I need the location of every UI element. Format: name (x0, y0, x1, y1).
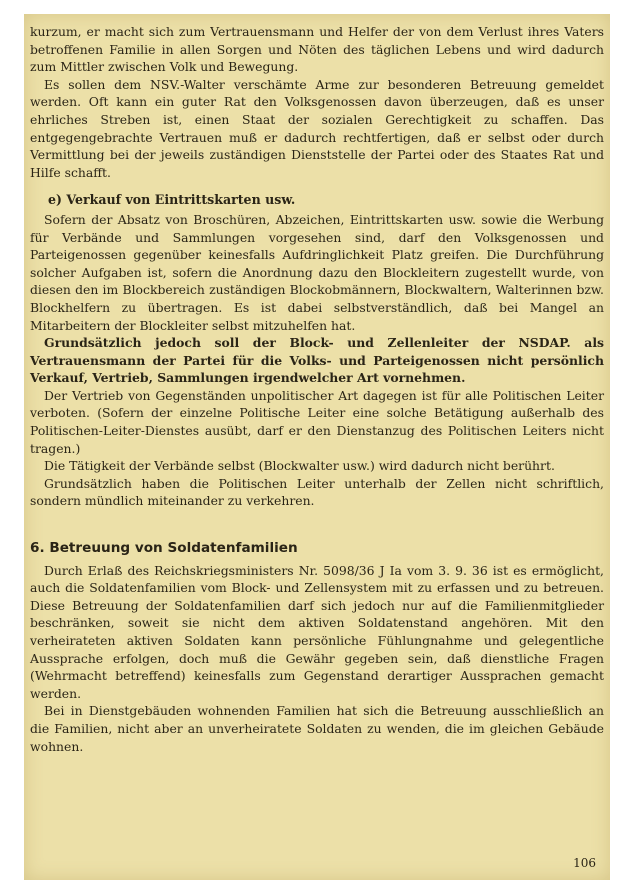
paragraph: Die Tätigkeit der Verbände selbst (Blockwalter usw.) wird dadurch nicht berührt. (44, 458, 555, 474)
paragraph: Durch Erlaß des Reichskriegsministers Nr. 5098/36 J Ia vom 3. 9. 36 ist es ermöglicht, auch die Soldatenfamilien vom Block- und Zellensystem mit zu erfassen und zu betreuen. Diese Betreuung der Soldatenfamilien darf sich jedoch nur auf die Familienmitglieder beschränken, soweit sie nicht dem aktiven Soldatenstand angehören. Mit den verheirateten aktiven Soldaten kann persönliche Fühlungnahme und gelegentliche Aussprache erfolgen, doch muß die Gewähr gegeben sein, daß dienstliche Fragen (Wehrmacht betreffend) keinesfalls zum Gegenstand derartiger Aussprachen gemacht werden. (30, 562, 604, 701)
paragraph: Grundsätzlich haben die Politischen Leiter unterhalb der Zellen nicht schriftlich, sondern mündlich miteinander zu verkehren. (30, 475, 604, 509)
paragraph: Sofern der Absatz von Broschüren, Abzeichen, Eintrittskarten usw. sowie die Werbung für Verbände und Sammlungen vorgesehen sind, darf den Volksgenossen und Parteigenossen gegenüber keinesfalls Aufdringlichkeit Platz greifen. Die Durchführung solcher Aufgaben ist, sofern die Anordnung dazu den Blockleitern zugestellt wurde, von diesen den im Blockbereich zuständigen Blockobmännern, Blockwaltern, Walterinnen bzw. Blockhelfern zu übertragen. Es ist dabei selbstverständlich, daß bei Mangel an Mitarbeitern der Blockleiter selbst mitzuhelfen hat. (30, 211, 604, 333)
subheading: e) Verkauf von Eintrittskarten usw. (48, 192, 296, 208)
paragraph: Der Vertrieb von Gegenständen unpolitischer Art dagegen ist für alle Politischen Leiter verboten. (Sofern der einzelne Politische Leiter eine solche Betätigung außerhalb des Politischen-Leiter-Dienstes ausübt, darf er den Dienstanzug des Politischen Leiters nicht tragen.) (30, 387, 604, 456)
paragraph: Bei in Dienstgebäuden wohnenden Familien hat sich die Betreuung ausschließlich an die Familien, nicht aber an unverheiratete Soldaten zu wenden, die im gleichen Gebäude wohnen. (30, 703, 604, 754)
book-page (24, 14, 610, 880)
paragraph: kurzum, er macht sich zum Vertrauensmann und Helfer der von dem Verlust ihres Vaters betroffenen Familie in allen Sorgen und Nöten des täglichen Lebens und wird dadurch zum Mittler zwischen Volk und Bewegung. (30, 24, 604, 75)
page-text (30, 23, 604, 755)
page-number: 106 (573, 856, 596, 870)
section-heading: 6. Betreuung von Soldatenfamilien (30, 540, 298, 557)
bold-paragraph: Grundsätzlich jedoch soll der Block- und Zellenleiter der NSDAP. als Vertrauensmann der Partei für die Volks- und Parteigenossen nicht persönlich Verkauf, Vertrieb, Sammlungen irgendwelcher Art vornehmen. (30, 335, 604, 386)
paragraph: Es sollen dem NSV.-Walter verschämte Arme zur besonderen Betreuung gemeldet werden. Oft kann ein guter Rat den Volksgenossen davon überzeugen, daß es unser ehrliches Streben ist, einen Staat der sozialen Gerechtigkeit zu schaffen. Das entgegengebrachte Vertrauen muß er dadurch rechtfertigen, daß er selbst oder durch Vermittlung bei der jeweils zuständigen Dienststelle der Partei oder des Staates Rat und Hilfe schafft. (30, 76, 604, 180)
